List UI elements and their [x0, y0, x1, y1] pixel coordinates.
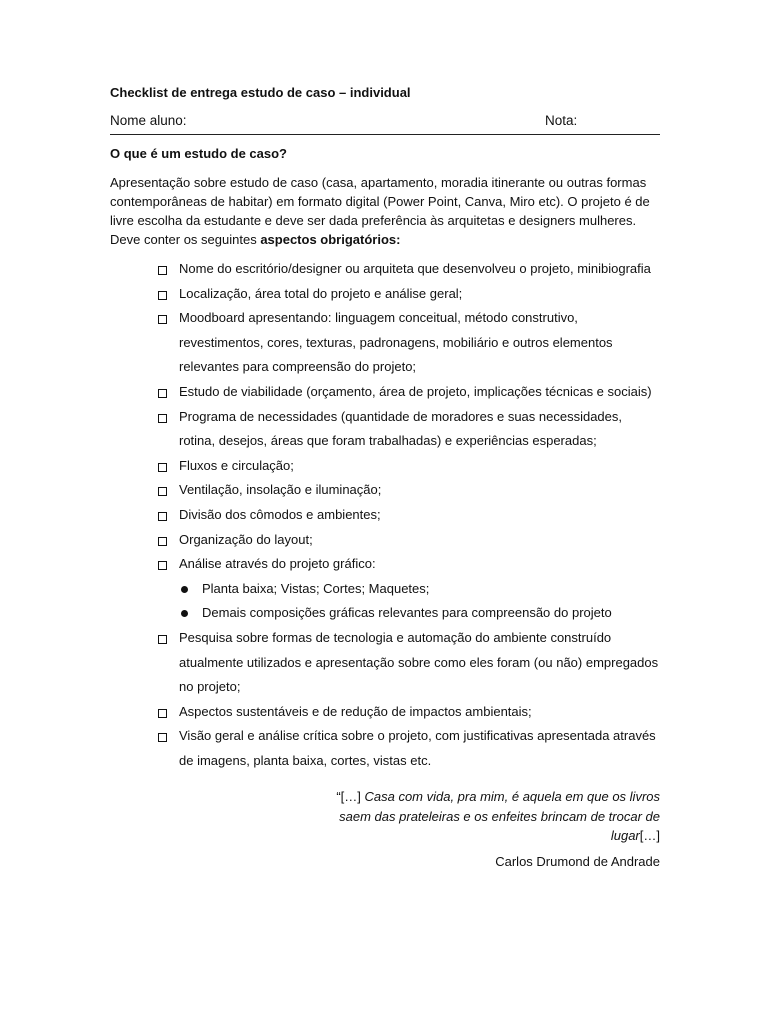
checklist-item: [158, 282, 660, 307]
checkbox-icon: [158, 463, 167, 472]
checkbox-icon: [158, 414, 167, 423]
checklist-item-text: Programa de necessidades (quantidade de moradores e suas necessidades, rotina, desejos, áreas que foram trabalhadas) e experiências esperadas;: [179, 408, 622, 449]
bullet-icon: [181, 586, 188, 593]
checklist-item: [158, 528, 660, 553]
checkbox-icon: [158, 709, 167, 718]
grade-label: Nota:: [545, 113, 578, 128]
requirements-checklist: [110, 257, 660, 773]
checkbox-icon: [158, 733, 167, 742]
checklist-item-text: Pesquisa sobre formas de tecnologia e automação do ambiente construído atualmente utilizados e apresentação sobre como eles foram (ou não) empregados no projeto;: [179, 629, 659, 695]
checklist-item-text: Estudo de viabilidade (orçamento, área de projeto, implicações técnicas e sociais): [179, 383, 652, 399]
sub-bullet-item: [181, 577, 660, 602]
section-heading: O que é um estudo de caso?: [110, 146, 287, 161]
quote-text: Casa com vida, pra mim, é aquela em que os livros saem das prateleiras e os enfeites brincam de trocar de lugar: [339, 789, 660, 844]
sub-bullet-text: Planta baixa; Vistas; Cortes; Maquetes;: [202, 580, 430, 596]
checklist-item-text: Fluxos e circulação;: [179, 457, 294, 473]
checklist-item-text: Moodboard apresentando: linguagem conceitual, método construtivo, revestimentos, cores, texturas, padronagens, mobiliário e outros elementos relevantes para compreensão do projeto;: [179, 310, 613, 375]
checklist-item: [158, 700, 660, 725]
checkbox-icon: [158, 561, 167, 570]
checklist-item-text: Localização, área total do projeto e análise geral;: [179, 285, 463, 301]
checklist-item-text: Divisão dos cômodos e ambientes;: [179, 506, 381, 522]
checklist-item: [158, 724, 660, 773]
checkbox-icon: [158, 487, 167, 496]
document-title: Checklist de entrega estudo de caso – individual: [110, 85, 411, 100]
intro-bold-text: aspectos obrigatórios:: [260, 232, 401, 247]
checkbox-icon: [158, 389, 167, 398]
checkbox-icon: [158, 537, 167, 546]
intro-text: Apresentação sobre estudo de caso (casa, apartamento, moradia itinerante ou outras formas contemporâneas de habitar) em formato digital (Power Point, Canva, Miro etc). O projeto é de livre escolha da estudante e deve ser dada preferência às arquitetas e designers mulheres. Deve conter os seguintes: [110, 175, 650, 247]
checklist-item-text: Organização do layout;: [179, 531, 313, 547]
checklist-item: [158, 257, 660, 282]
checkbox-icon: [158, 635, 167, 644]
sub-bullet-item: [181, 601, 660, 626]
sub-bullet-text: Demais composições gráficas relevantes para compreensão do projeto: [202, 605, 612, 621]
quote-open: “[…]: [336, 789, 365, 805]
student-name-label: Nome aluno:: [110, 113, 187, 128]
checklist-item-text: Visão geral e análise crítica sobre o projeto, com justificativas apresentada através de imagens, planta baixa, cortes, vistas etc.: [179, 728, 656, 768]
epigraph-quote: [110, 787, 660, 846]
checkbox-icon: [158, 512, 167, 521]
name-grade-row: [110, 113, 660, 135]
intro-paragraph: [110, 173, 660, 249]
document-content: [110, 84, 660, 869]
checklist-item: [158, 626, 660, 700]
checklist-item-text: Aspectos sustentáveis e de redução de impactos ambientais;: [179, 703, 532, 719]
checklist-item: [158, 503, 660, 528]
checklist-item: [158, 405, 660, 454]
sub-bullet-list: [179, 577, 660, 626]
checkbox-icon: [158, 266, 167, 275]
quote-author: Carlos Drumond de Andrade: [495, 853, 660, 869]
checklist-item: [158, 306, 660, 380]
checklist-item: [158, 552, 660, 626]
checkbox-icon: [158, 291, 167, 300]
checklist-item-text: Ventilação, insolação e iluminação;: [179, 482, 382, 498]
bullet-icon: [181, 610, 188, 617]
checkbox-icon: [158, 315, 167, 324]
checklist-item: [158, 380, 660, 405]
checklist-item-text: Análise através do projeto gráfico:: [179, 556, 376, 572]
quote-close: […]: [639, 828, 660, 844]
checklist-item-text: Nome do escritório/designer ou arquiteta que desenvolveu o projeto, minibiografia: [179, 261, 651, 276]
checklist-item: [158, 478, 660, 503]
checklist-item: [158, 454, 660, 479]
